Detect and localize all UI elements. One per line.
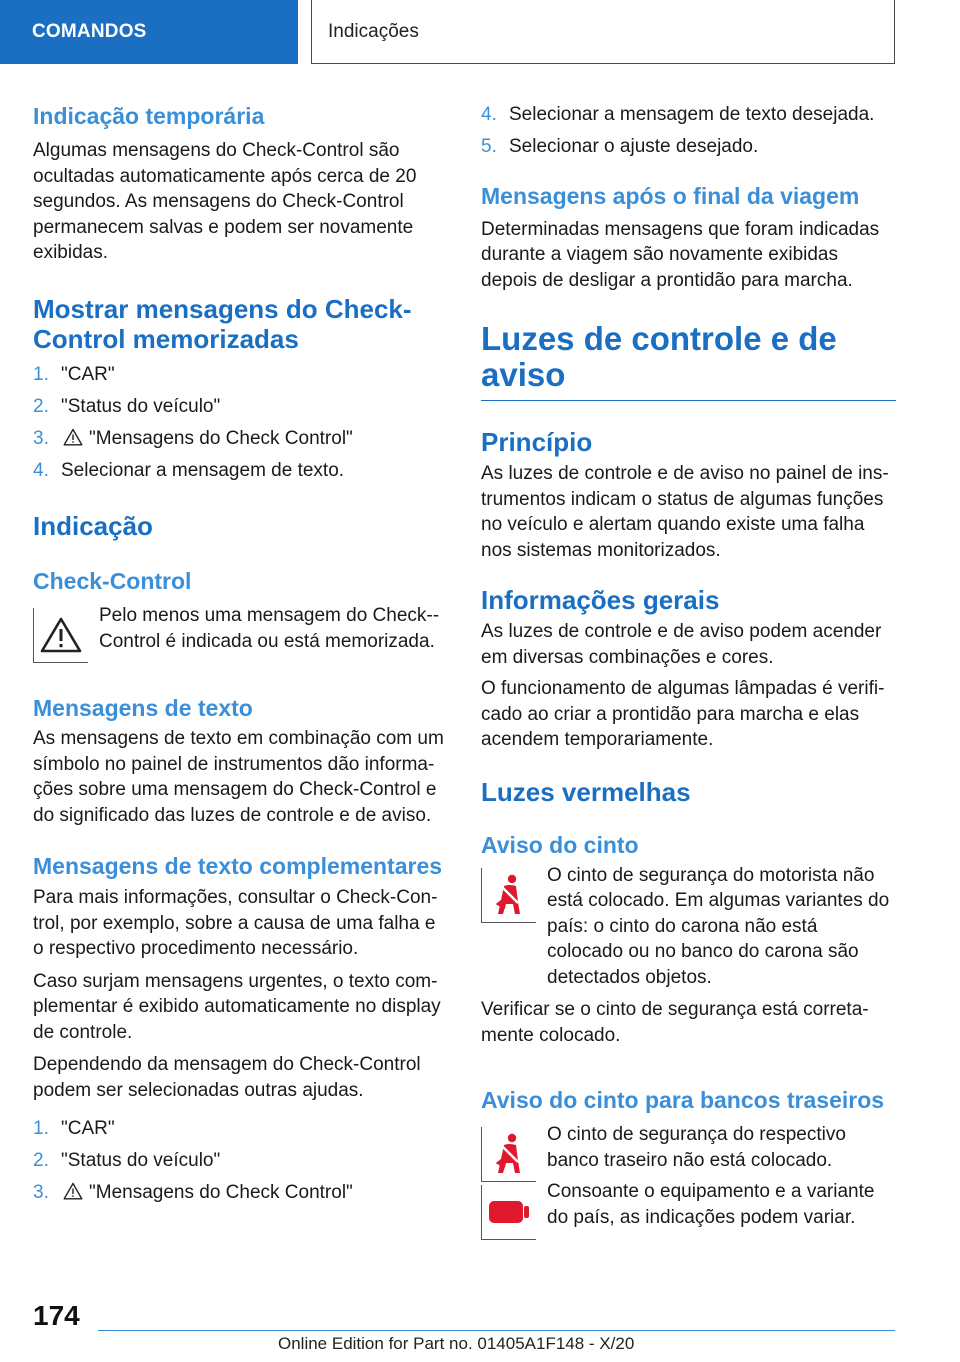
rear-seat-indicator-icon	[487, 1197, 531, 1227]
paragraph-check-control: Pelo menos uma mensagem do Check--Control é indicada ou está memorizada.	[99, 605, 440, 652]
paragraph-temporary: Algumas mensagens do Check-Control são ocultadas automaticamente após cerca de 20 segundos. As mensagens do Check-Control permanecem salvas e podem ser novamente exibidas.	[33, 140, 417, 263]
rear-seat-indicator-symbol	[481, 1185, 536, 1240]
heading-rear-seatbelt: Aviso do cinto para bancos traseiros	[481, 1087, 885, 1113]
page-number: 174	[33, 1300, 80, 1331]
list-item: 2. "Status do veículo"	[33, 395, 221, 417]
seatbelt-symbol	[481, 868, 536, 923]
steps-list-1	[33, 362, 448, 484]
heading-show-messages: Mostrar mensagens do Check-Control memorizadas	[33, 293, 412, 354]
heading-temporary: Indicação temporária	[33, 103, 265, 129]
heading-seatbelt-warning: Aviso do cinto	[481, 831, 639, 858]
paragraph-rear-seatbelt-2: Consoante o equipamento e a variante do país, as indicações podem variar.	[547, 1181, 875, 1228]
rear-seatbelt-symbol	[481, 1127, 536, 1182]
paragraph-seatbelt-1: O cinto de segurança do motorista não está colocado. Em algumas variantes do país: o cinto do carona não está colocado ou no banco do carona são detectados objetos.	[547, 864, 890, 988]
heading-principle: Princípio	[481, 427, 593, 457]
heading-after-trip: Mensagens após o final da viagem	[481, 182, 860, 209]
seatbelt-icon	[489, 873, 529, 917]
list-item: 3. "Mensagens do Check Control"	[33, 427, 353, 449]
section-tab: COMANDOS	[0, 0, 298, 64]
heading-warning-lights: Luzes de controle e de aviso	[481, 320, 837, 393]
list-item: 1. "CAR"	[33, 1118, 115, 1139]
paragraph-principle: As luzes de controle e de aviso no painel de ins-trumentos indicam o status de algumas funções no veículo e alertam quando existe uma falha nos sistemas monitorizados.	[481, 463, 889, 561]
paragraph-complementary-1: Para mais informações, consultar o Check-Con-trol, por exemplo, sobre a causa de uma falha e o respectivo procedimento necessário.	[33, 887, 438, 959]
seatbelt-icon	[489, 1132, 529, 1176]
paragraph-seatbelt-2: Verificar se o cinto de segurança está correta-mente colocado.	[481, 999, 869, 1046]
paragraph-complementary-2: Caso surjam mensagens urgentes, o texto com-plementar é exibido automaticamente no display de controle.	[33, 970, 441, 1043]
heading-check-control: Check-Control	[33, 568, 192, 594]
paragraph-general-info-2: O funcionamento de algumas lâmpadas é verifi-cado ao criar a prontidão para marcha e elas acendem temporariamente.	[481, 678, 885, 750]
list-item: 3. "Mensagens do Check Control"	[33, 1182, 353, 1203]
rear-seatbelt-block	[481, 1122, 896, 1173]
steps-list-3	[481, 102, 896, 160]
subsection-title: Indicações	[311, 0, 895, 64]
right-column	[481, 102, 896, 1230]
heading-general-info: Informações gerais	[481, 585, 720, 615]
warning-triangle-icon	[63, 428, 83, 446]
check-control-symbol	[33, 608, 88, 663]
heading-text-messages: Mensagens de texto	[33, 695, 253, 721]
paragraph-text-messages: As mensagens de texto em combinação com um símbolo no painel de instrumentos dão informa-ções sobre uma mensagem do Check-Control e do significado das luzes de controle e de aviso.	[33, 728, 444, 826]
list-item: 5. Selecionar o ajuste desejado.	[481, 136, 759, 157]
paragraph-complementary-3: Dependendo da mensagem do Check-Control podem ser selecionadas outras ajudas.	[33, 1054, 421, 1101]
chapter-heading-block	[481, 321, 896, 401]
steps-list-2	[33, 1116, 448, 1206]
paragraph-rear-seatbelt-1: O cinto de segurança do respectivo banco traseiro não está colocado.	[547, 1124, 846, 1171]
heading-complementary: Mensagens de texto complementares	[33, 853, 443, 879]
rear-variant-block	[481, 1179, 896, 1230]
seatbelt-block	[481, 863, 896, 991]
list-item: 4. Selecionar a mensagem de texto.	[33, 459, 345, 481]
list-item: 4. Selecionar a mensagem de texto desejada.	[481, 104, 875, 125]
heading-indication: Indicação	[33, 511, 153, 541]
left-column	[33, 102, 448, 1212]
paragraph-after-trip: Determinadas mensagens que foram indicadas durante a viagem são novamente exibidas depois de desligar a prontidão para marcha.	[481, 218, 880, 291]
check-control-block	[33, 603, 448, 654]
list-item: 2. "Status do veículo"	[33, 1150, 221, 1171]
heading-red-lights: Luzes vermelhas	[481, 776, 691, 807]
list-item: 1. "CAR"	[33, 363, 115, 385]
warning-triangle-icon	[39, 616, 83, 654]
footer-edition: Online Edition for Part no. 01405A1F148 - X/20	[278, 1334, 635, 1353]
footer-divider	[98, 1330, 895, 1331]
paragraph-general-info-1: As luzes de controle e de aviso podem acender em diversas combinações e cores.	[481, 621, 882, 668]
warning-triangle-icon	[63, 1182, 83, 1200]
